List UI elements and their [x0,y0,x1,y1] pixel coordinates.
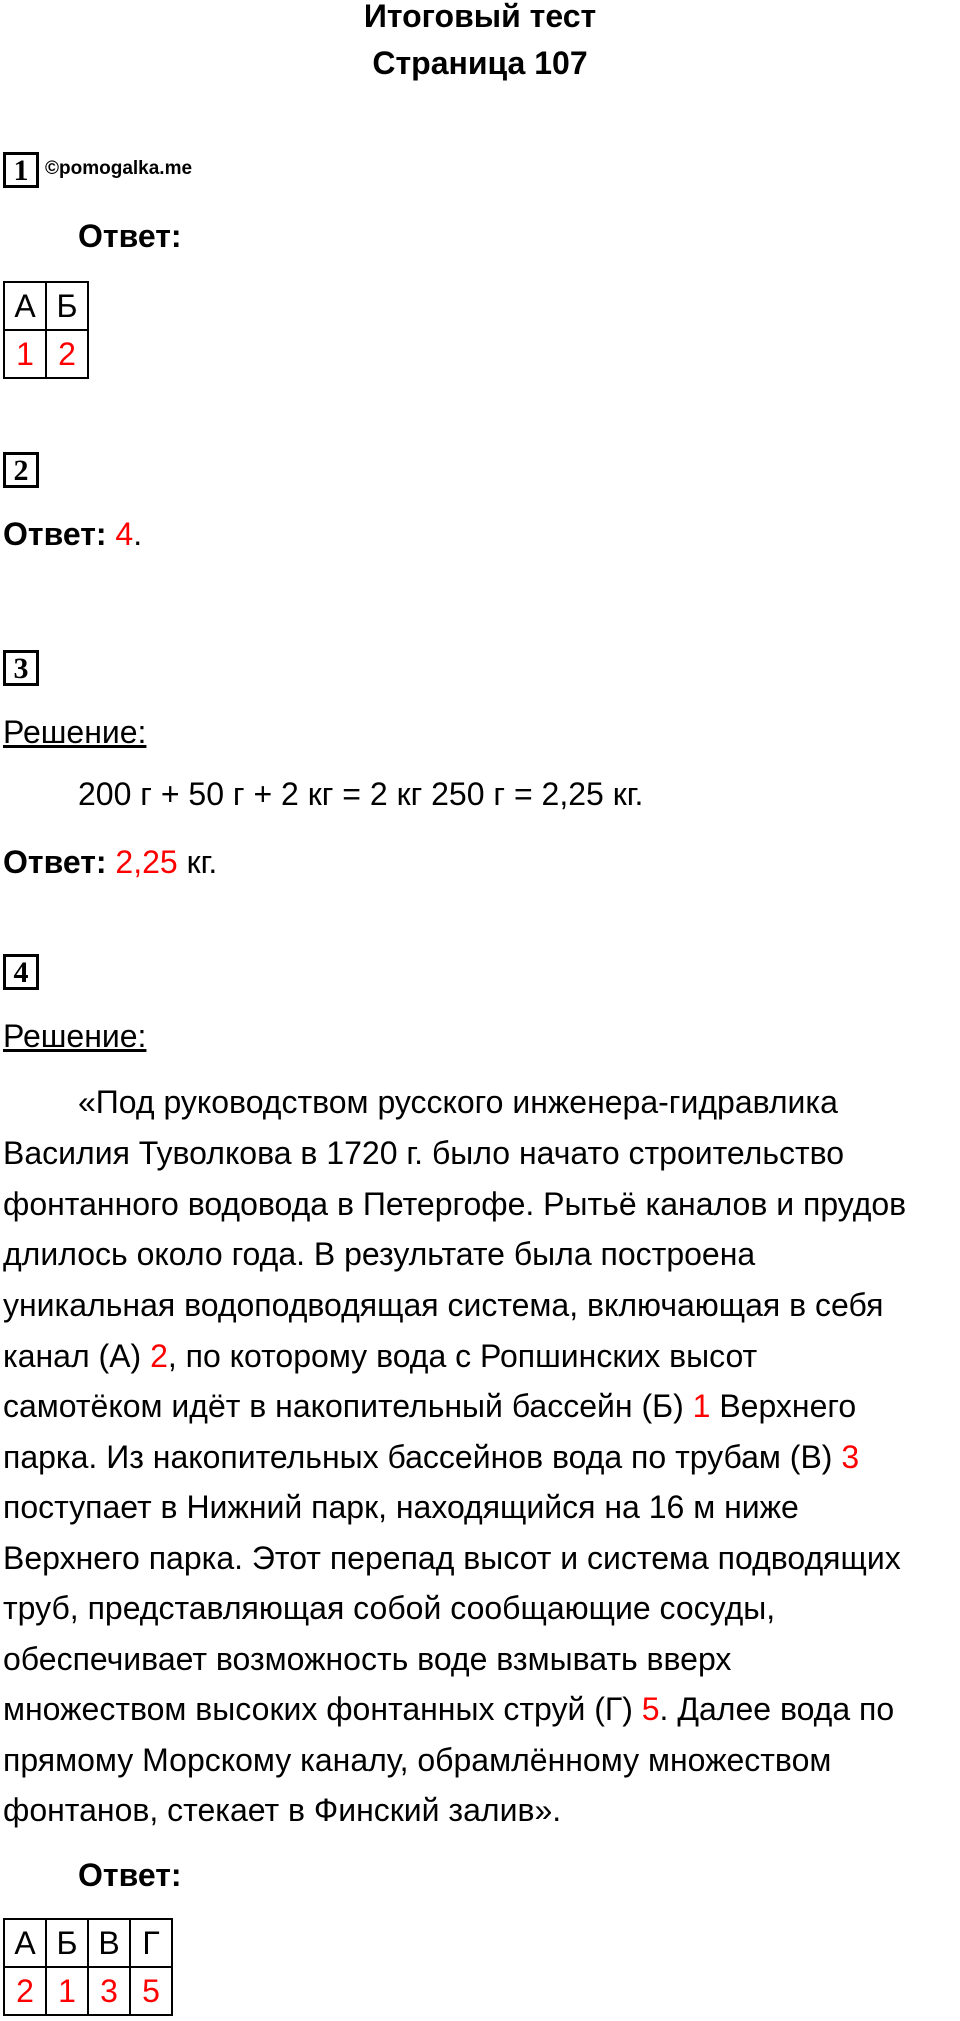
table-header-cell: А [4,282,46,330]
table-value-cell: 3 [88,1967,130,2015]
text-line: Верхнего парка. Этот перепад высот и система подводящих [3,1540,901,1576]
text-line: поступает в Нижний парк, находящийся на 16 м ниже [3,1489,799,1525]
text-line [3,1338,757,1375]
answer-label: Ответ: [3,844,107,880]
text-line [3,1439,859,1476]
table-value-cell: 5 [130,1967,172,2015]
page-subtitle: Страница 107 [372,45,588,81]
text-fragment: самотёком идёт в накопительный бассейн (Б) [3,1388,693,1424]
answer-b: 1 [692,1388,711,1424]
text-line: обеспечивает возможность воде взмывать вверх [3,1641,732,1677]
solution-label: Решение: [3,1018,147,1054]
answer-label: Ответ: [3,516,107,552]
table-value-cell: 2 [46,330,88,378]
task-2-answer [3,516,142,553]
task-2-number: 2 [3,452,39,488]
text-fragment: парка. Из накопительных бассейнов вода по трубам (В) [3,1439,842,1475]
text-line: фонтанов, стекает в Финский залив». [3,1792,562,1828]
table-value-cell: 1 [4,330,46,378]
text-line [3,1388,856,1425]
table-header-cell: Б [46,1919,88,1967]
text-line [3,1691,894,1728]
answer-tail: кг. [177,844,218,880]
text-line: уникальная водоподводящая система, включающая в себя [3,1287,884,1323]
answer-d: 5 [641,1691,660,1727]
answer-value: 4 [115,516,134,552]
task-4-answer-table [3,1918,173,2016]
text-line: Василия Туволкова в 1720 г. было начато строительство [3,1135,845,1171]
text-line: фонтанного водовода в Петергофе. Рытьё каналов и прудов [3,1186,907,1222]
task-1-number: 1 [3,152,39,188]
task-3-answer [3,844,217,881]
table-header-cell: А [4,1919,46,1967]
text-fragment: канал (А) [3,1338,151,1374]
table-header-cell: Г [130,1919,172,1967]
text-fragment: . Далее вода по [659,1691,895,1727]
text-line: прямому Морскому каналу, обрамлённому множеством [3,1742,832,1778]
watermark: ©pomogalka.me [45,158,193,179]
table-value-cell: 1 [46,1967,88,2015]
task-4-answer-label: Ответ: [78,1857,182,1893]
solution-label: Решение: [3,714,147,750]
text-fragment: , по которому вода с Ропшинских высот [167,1338,758,1374]
answer-value: 2,25 [115,844,178,880]
text-line: длилось около года. В результате была построена [3,1236,756,1272]
answer-tail: . [133,516,143,552]
task-1-answer-table [3,281,89,379]
text-line: труб, представляющая собой сообщающие сосуды, [3,1590,776,1626]
task-3-equation: 200 г + 50 г + 2 кг = 2 кг 250 г = 2,25 кг. [78,776,644,812]
task-3-number: 3 [3,650,39,686]
answer-a: 2 [150,1338,168,1374]
task-4-number: 4 [3,954,39,990]
task-1-answer-label: Ответ: [78,218,182,254]
text-fragment: Верхнего [710,1388,857,1424]
table-value-cell: 2 [4,1967,46,2015]
table-header-cell: Б [46,282,88,330]
answer-c: 3 [841,1439,860,1475]
text-fragment: множеством высоких фонтанных струй (Г) [3,1691,642,1727]
page-title: Итоговый тест [363,0,597,34]
text-line: «Под руководством русского инженера-гидравлика [78,1084,838,1120]
table-header-cell: В [88,1919,130,1967]
